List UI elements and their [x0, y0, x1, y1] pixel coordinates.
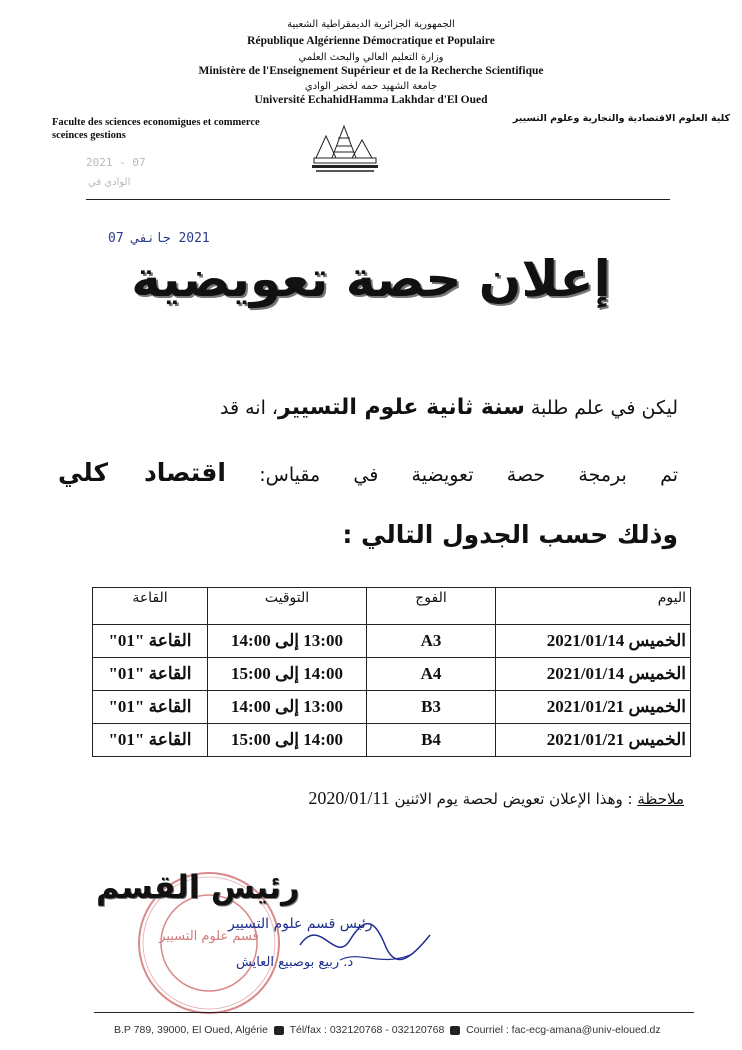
cell-time: 14:00 إلى 15:00 [208, 658, 367, 691]
page-title: إعلان حصة تعويضية [131, 250, 611, 308]
faint-date: 2021 - 07 [86, 156, 146, 169]
body-line-1-bold: سنة ثانية علوم التسيير [278, 395, 525, 420]
note-text: : وهذا الإعلان تعويض لحصة يوم الاثنين [394, 790, 633, 808]
body-line-2-bold: اقتصاد كلي [58, 458, 226, 487]
table-header-row [93, 588, 691, 625]
cell-day: الخميس 2021/01/14 [496, 625, 691, 658]
cell-room: القاعة "01" [93, 691, 208, 724]
body-line-3-text: وذلك حسب الجدول التالي : [342, 520, 678, 549]
note-date: 2020/01/11 [308, 788, 390, 808]
faculty-ar: كلية العلوم الاقتصادية والتجارية وعلوم التسيير [512, 113, 730, 124]
header-day: اليوم [496, 588, 691, 625]
body-line-1-post: ، انه قد [220, 397, 279, 419]
footer-phone: Tél/fax : 032120768 - 032120768 [289, 1024, 445, 1036]
cell-room: القاعة "01" [93, 625, 208, 658]
table-row [93, 625, 691, 658]
university-logo-icon [306, 118, 384, 174]
body-line-2-pre: تم برمجة حصة تعويضية في مقياس: [259, 464, 678, 486]
body-line-3 [58, 520, 678, 549]
phone-icon [274, 1026, 284, 1035]
footer [114, 1024, 661, 1036]
faint-place: الوادي في [88, 177, 131, 188]
cell-time: 14:00 إلى 15:00 [208, 724, 367, 757]
signature-line-2: د. ربيع بوصبيع العايش [236, 955, 354, 970]
cell-time: 13:00 إلى 14:00 [208, 625, 367, 658]
cell-room: القاعة "01" [93, 724, 208, 757]
footer-address: B.P 789, 39000, El Oued, Algérie [114, 1024, 268, 1036]
mail-icon [450, 1026, 460, 1035]
cell-day: الخميس 2021/01/21 [496, 691, 691, 724]
header-ar-ministry: وزارة التعليم العالي والبحث العلمي [298, 52, 444, 63]
header-group: الفوج [367, 588, 496, 625]
header-ar-university: جامعة الشهيد حمه لخضر الوادي [304, 81, 438, 92]
note [308, 788, 684, 809]
header-fr-ministry: Ministère de l'Enseignement Supérieur et de la Recherche Scientifique [198, 65, 544, 77]
table-row [93, 724, 691, 757]
body-line-1 [58, 395, 678, 420]
department-head-title: رئيس القسم [96, 868, 300, 906]
header-ar-republic: الجمهورية الجزائرية الديمقراطية الشعبية [287, 19, 455, 30]
schedule-table [92, 587, 691, 757]
footer-email: Courriel : fac-ecg-amana@univ-eloued.dz [466, 1024, 661, 1036]
seal-text: قسم علوم التسيير [159, 929, 259, 944]
header-time: التوقيت [208, 588, 367, 625]
note-label: ملاحظة [637, 790, 684, 808]
cell-group: B4 [367, 724, 496, 757]
cell-time: 13:00 إلى 14:00 [208, 691, 367, 724]
cell-day: الخميس 2021/01/21 [496, 724, 691, 757]
header-fr-university: Université EchahidHamma Lakhdar d'El Oued [254, 94, 488, 106]
cell-room: القاعة "01" [93, 658, 208, 691]
table-row [93, 691, 691, 724]
footer-rule [94, 1012, 694, 1013]
cell-day: الخميس 2021/01/14 [496, 658, 691, 691]
header-rule [86, 199, 670, 200]
body-line-2 [58, 458, 678, 487]
cell-group: A4 [367, 658, 496, 691]
signature-line-1: رئيس قسم علوم التسيير [228, 916, 373, 932]
header-room: القاعة [93, 588, 208, 625]
faculty-fr: Faculte des sciences economigues et commerce sceinces gestions [52, 117, 260, 141]
body-line-1-pre: ليكن في علم طلبة [530, 397, 678, 419]
table-row [93, 658, 691, 691]
cell-group: A3 [367, 625, 496, 658]
stamp-date: 2021 جانفي 07 [108, 231, 210, 246]
header-fr-republic: République Algérienne Démocratique et Populaire [247, 35, 495, 47]
cell-group: B3 [367, 691, 496, 724]
